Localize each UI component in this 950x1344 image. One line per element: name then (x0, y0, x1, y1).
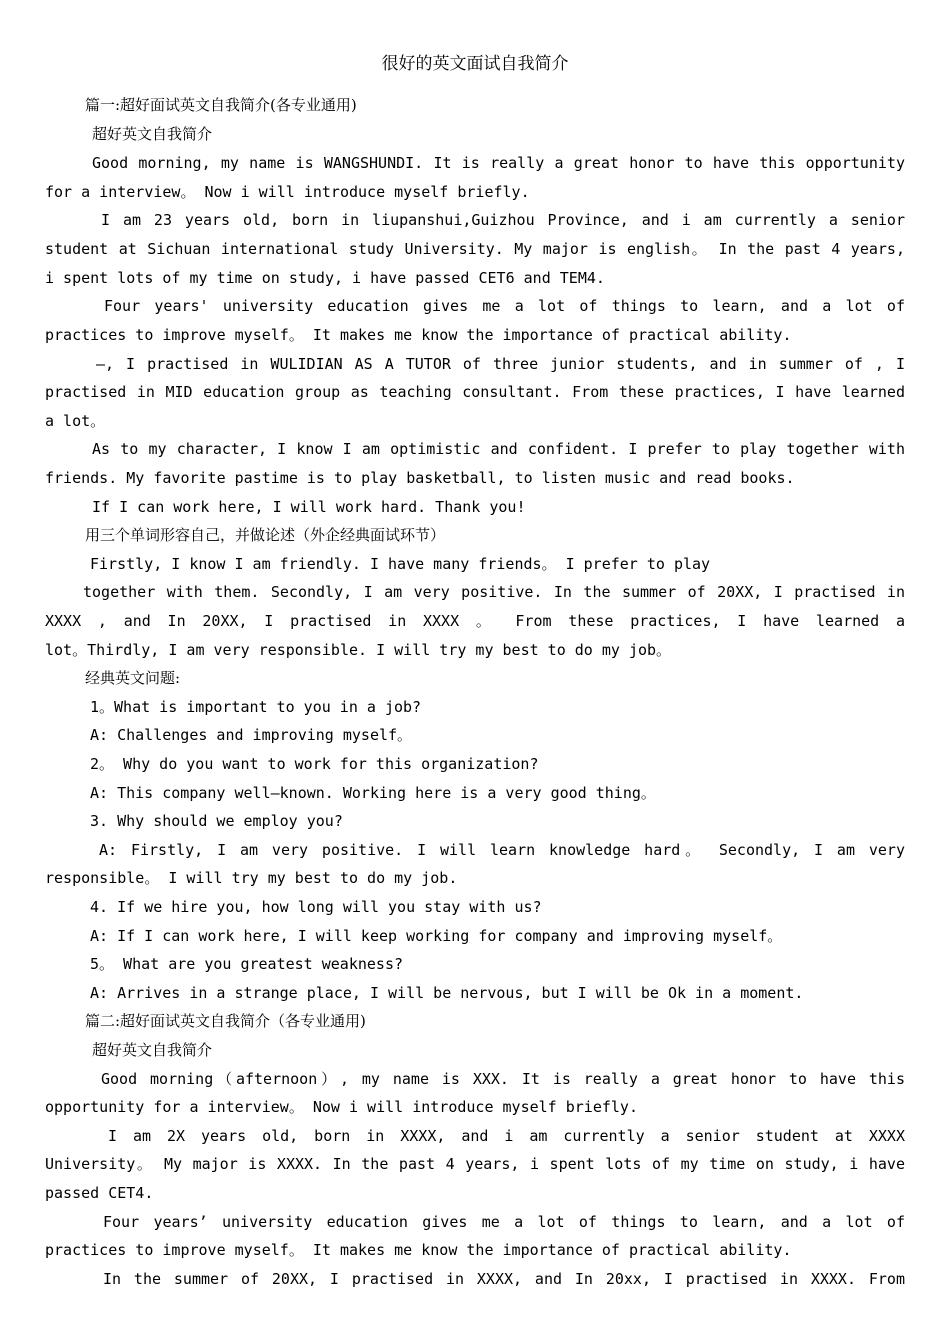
text-line: friends. My favorite pastime is to play basketball, to listen music and read books. (45, 469, 795, 487)
question-line: 4. If we hire you, how long will you stay with us? (90, 898, 542, 916)
answer-line: A: Challenges and improving myself。 (90, 726, 413, 744)
text-line: University。 My major is XXXX. In the past 4 years, i spent lots of my time on study, i have (45, 1155, 905, 1173)
section-heading: 用三个单词形容自己，并做论述（外企经典面试环节） (85, 526, 446, 544)
text-line: Good morning（afternoon）, my name is XXX. It is really a great honor to have this (101, 1070, 905, 1088)
text-line: student at Sichuan international study University. My major is english。 In the past 4 years, (45, 240, 905, 258)
text-line: lot。Thirdly, I am very responsible. I will try my best to do my job。 (45, 641, 672, 659)
question-line: 5。 What are you greatest weakness? (90, 955, 404, 973)
section-heading: 篇二:超好面试英文自我简介（各专业通用) (85, 1012, 366, 1030)
text-line: together with them. Secondly, I am very positive. In the summer of 20XX, I practised in (83, 583, 905, 601)
text-line: Good morning, my name is WANGSHUNDI. It is really a great honor to have this opportunity (92, 154, 905, 172)
text-line: passed CET4. (45, 1184, 154, 1202)
answer-line: A: Firstly, I am very positive. I will learn knowledge hard。 Secondly, I am very (99, 841, 905, 859)
text-line: Firstly, I know I am friendly. I have many friends。 I prefer to play (90, 555, 711, 573)
answer-line: A: If I can work here, I will keep working for company and improving myself。 (90, 927, 783, 945)
text-line: Four years’ university education gives me a lot of things to learn, and a lot of (103, 1213, 905, 1231)
question-line: 2。 Why do you want to work for this organization? (90, 755, 539, 773)
text-line: I am 23 years old, born in liupanshui,Guizhou Province, and i am currently a senior (101, 211, 905, 229)
question-line: 3. Why should we employ you? (90, 812, 343, 830)
answer-line: A: Arrives in a strange place, I will be nervous, but I will be Ok in a moment. (90, 984, 804, 1002)
text-line: In the summer of 20XX, I practised in XXXX, and In 20xx, I practised in XXXX. From (103, 1270, 905, 1288)
subheading: 超好英文自我简介 (92, 125, 213, 143)
subheading: 超好英文自我简介 (92, 1041, 213, 1059)
text-line: opportunity for a interview。 Now i will introduce myself briefly. (45, 1098, 638, 1116)
text-line: If I can work here, I will work hard. Thank you! (92, 498, 526, 516)
text-line: for a interview。 Now i will introduce myself briefly. (45, 183, 530, 201)
text-line: practices to improve myself。 It makes me know the importance of practical ability. (45, 1241, 792, 1259)
text-line: practised in MID education group as teaching consultant. From these practices, I have learned (45, 383, 905, 401)
text-line: Four years' university education gives me a lot of things to learn, and a lot of (104, 297, 905, 315)
text-line: XXXX , and In 20XX, I practised in XXXX 。 From these practices, I have learned a (45, 612, 905, 630)
question-line: 1。What is important to you in a job? (90, 698, 422, 716)
section-heading: 经典英文问题: (85, 669, 181, 687)
text-line: As to my character, I know I am optimistic and confident. I prefer to play together with (92, 440, 905, 458)
text-line: –, I practised in WULIDIAN AS A TUTOR of three junior students, and in summer of , I (96, 355, 905, 373)
text-line: a lot。 (45, 412, 106, 430)
text-line: I am 2X years old, born in XXXX, and i am currently a senior student at XXXX (108, 1127, 905, 1145)
document-title: 很好的英文面试自我简介 (381, 54, 569, 74)
text-line: practices to improve myself。 It makes me know the importance of practical ability. (45, 326, 792, 344)
section-heading: 篇一:超好面试英文自我简介(各专业通用) (85, 96, 357, 114)
text-line: responsible。 I will try my best to do my job. (45, 869, 458, 887)
text-line: i spent lots of my time on study, i have passed CET6 and TEM4. (45, 269, 605, 287)
answer-line: A: This company well—known. Working here is a very good thing。 (90, 784, 656, 802)
